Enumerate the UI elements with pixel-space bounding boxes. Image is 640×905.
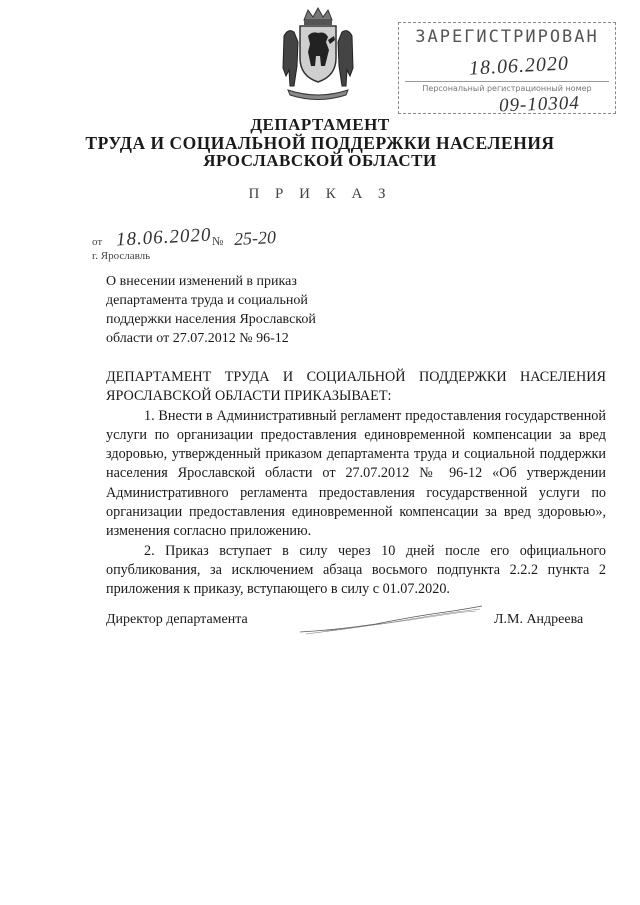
subject-line: области от 27.07.2012 № 96-12	[106, 331, 289, 346]
order-subject	[106, 272, 386, 348]
registration-stamp	[398, 22, 616, 117]
order-body	[106, 368, 606, 600]
order-item-1: 1. Внести в Административный регламент предоставления государственной услуги по организации предоставления единовременной компенсации за вред здоровью, утвержденный приказом департамента труда и социальной поддержки населения Ярославской области от 27.07.2012 № 96-12 «Об утверждении Административного регламента предоставления государственной услуги по организации предоставления единовременной компенсации за вред здоровью», изменения согласно приложению.	[106, 407, 606, 540]
signatory-name: Л.М. Андреева	[494, 612, 584, 627]
order-item-2: 2. Приказ вступает в силу через 10 дней после его официального опубликования, за исключением абзаца восьмого подпункта 2.2.2 пункта 2 приложения к приказу, вступающего в силу с 01.07.2020.	[106, 542, 606, 598]
order-lead-line-1: ДЕПАРТАМЕНТ ТРУДА И СОЦИАЛЬНОЙ ПОДДЕРЖКИ НАСЕЛЕНИЯ	[106, 369, 606, 385]
stamp-registration-number: 09-10304	[498, 92, 581, 117]
stamp-title: ЗАРЕГИСТРИРОВАН	[415, 27, 599, 47]
stamp-caption: Персональный регистрационный номер	[422, 84, 592, 93]
subject-line: поддержки населения Ярославской	[106, 312, 316, 327]
handwritten-number: 25-20	[233, 226, 277, 250]
department-title-line-3: ЯРОСЛАВСКОЙ ОБЛАСТИ	[203, 151, 437, 170]
order-lead-line-2: ЯРОСЛАВСКОЙ ОБЛАСТИ ПРИКАЗЫВАЕТ:	[106, 388, 392, 405]
document-type: П Р И К А З	[248, 186, 392, 202]
department-title-line-1: ДЕПАРТАМЕНТ	[250, 115, 390, 134]
city-label: г. Ярославль	[92, 250, 151, 262]
subject-line: департамента труда и социальной	[106, 293, 308, 308]
handwritten-date: 18.06.2020	[115, 224, 212, 251]
stamp-divider	[405, 81, 609, 82]
handwritten-signature	[296, 600, 486, 640]
number-label: №	[212, 234, 224, 248]
coat-of-arms-bear-icon	[278, 6, 358, 102]
subject-line: О внесении изменений в приказ	[106, 274, 297, 289]
signatory-role: Директор департамента	[106, 612, 248, 627]
date-label: от	[92, 236, 103, 248]
stamp-date: 18.06.2020	[468, 52, 570, 80]
department-title-line-2: ТРУДА И СОЦИАЛЬНОЙ ПОДДЕРЖКИ НАСЕЛЕНИЯ	[85, 133, 555, 153]
